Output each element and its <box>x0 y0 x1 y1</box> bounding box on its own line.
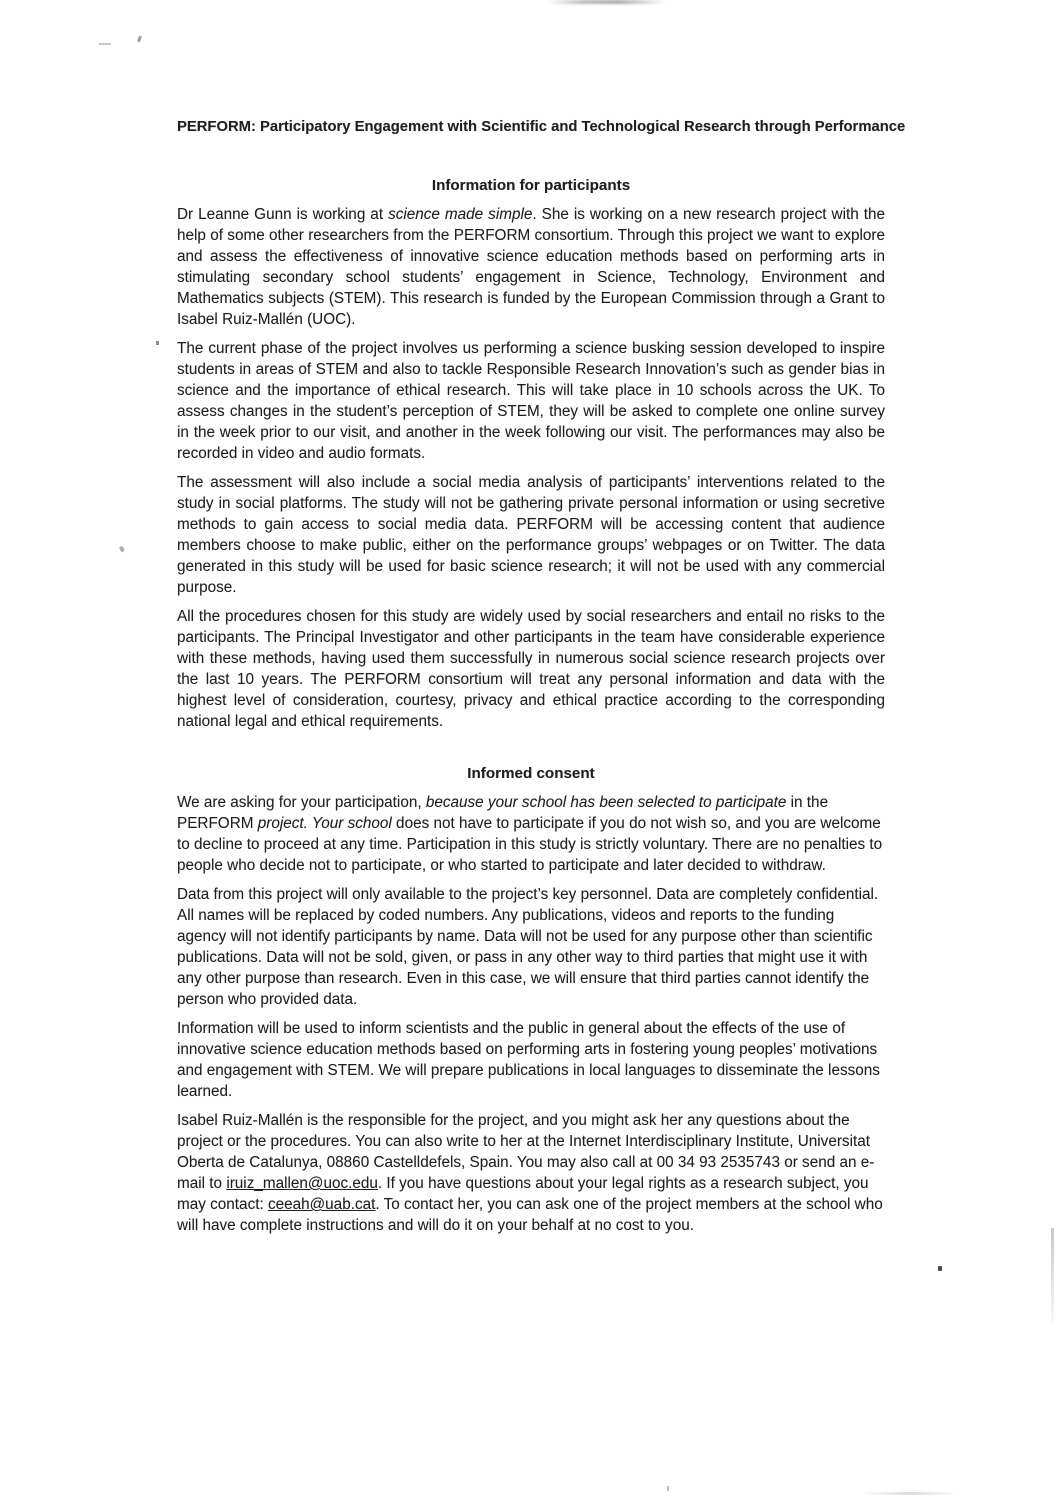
text-segment: We are asking for your participation, <box>177 794 426 811</box>
scan-artifact-dot <box>137 36 142 43</box>
scan-artifact-mark <box>119 545 125 552</box>
paragraph-information-use <box>177 1018 885 1102</box>
document-title: PERFORM: Participatory Engagement with Scientific and Technological Research through Performance <box>177 119 906 135</box>
italic-text: project. Your school <box>257 815 392 832</box>
scan-artifact-dot <box>667 1486 669 1491</box>
section-heading-informed-consent: Informed consent <box>467 765 595 782</box>
scan-artifact-dot <box>156 341 159 345</box>
text-segment: The assessment will also include a social media analysis of participants’ interventions related to the study in social platforms. The study will not be gathering private personal information or using secretive methods to gain access to social media data. PERFORM will be accessing content that audience members choose to make public, either on the performance groups’ webpages or on Twitter. The data generated in this study will be used for basic science research; it will not be used with any commercial purpose. <box>177 474 885 596</box>
scan-artifact-bottom-smudge <box>862 1492 958 1495</box>
scan-artifact-dash <box>99 43 111 45</box>
text-segment: does not have to participate if you do not wish so, and you are welcome to decline to proceed at any time. Participation in this study is strictly voluntary. There are no penalties to people who decide not to participate, or who started to participate and later decided to withdraw. <box>177 815 883 874</box>
paragraph-social-media-analysis <box>177 472 885 598</box>
email-link[interactable]: iruiz_mallen@uoc.edu <box>226 1175 378 1192</box>
paragraph-contact-details <box>177 1110 885 1236</box>
paragraph-participation-voluntary <box>177 792 885 876</box>
text-segment: . She is working on a new research project with the help of some other researchers from the PERFORM consortium. Through this project we want to explore and assess the effectiveness of innovative science education methods based on performing arts in stimulating secondary school students’ engagement in Science, Technology, Environment and Mathematics subjects (STEM). This research is funded by the European Commission through a Grant to Isabel Ruiz-Mallén (UOC). <box>177 206 885 328</box>
scan-artifact-edge-line <box>1051 1228 1054 1324</box>
italic-text: because your school has been selected to participate <box>425 794 787 811</box>
paragraph-current-phase <box>177 338 885 464</box>
text-segment: Information will be used to inform scientists and the public in general about the effects of the use of innovative science education methods based on performing arts in fostering young peoples’ motivations and engagement with STEM. We will prepare publications in local languages to disseminate the lessons learned. <box>177 1020 880 1100</box>
text-segment: The current phase of the project involves us performing a science busking session developed to inspire students in areas of STEM and also to tackle Responsible Research Innovation’s such as gender bias in science and the importance of ethical research. This will take place in 10 schools across the UK. To assess changes in the student’s perception of STEM, they will be asked to complete one online survey in the week prior to our visit, and another in the week following our visit. The performances may also be recorded in video and audio formats. <box>177 340 885 462</box>
text-segment: . If you have questions about your legal rights as a research subject, you may contact: <box>177 1175 869 1213</box>
text-segment: Isabel Ruiz-Mallén is the responsible for the project, and you might ask her any questions about the project or the procedures. You can also write to her at the Internet Interdisciplinary Institute, Universitat Oberta de Catalunya, 08860 Castelldefels, Spain. You may also call at 00 34 93 2535743 or send an e-mail to <box>177 1112 875 1192</box>
paragraph-procedures-risks <box>177 606 885 732</box>
text-segment: Dr Leanne Gunn is working at <box>177 206 389 223</box>
scan-artifact-speck <box>938 1266 942 1271</box>
italic-text: science made simple <box>388 206 533 223</box>
text-segment: All the procedures chosen for this study are widely used by social researchers and entail no risks to the participants. The Principal Investigator and other participants in the team have considerable experience with these methods, having used them successfully in numerous social science research projects over the last 10 years. The PERFORM consortium will treat any personal information and data with the highest level of consideration, courtesy, privacy and ethical practice according to the corresponding national legal and ethical requirements. <box>177 608 885 730</box>
email-link[interactable]: ceeah@uab.cat <box>267 1196 376 1213</box>
paragraph-project-intro <box>177 204 885 330</box>
scan-artifact-top-smudge <box>548 0 666 4</box>
text-segment: in the PERFORM <box>177 794 829 832</box>
section-heading-information-for-participants: Information for participants <box>431 177 631 194</box>
text-segment: Data from this project will only available to the project’s key personnel. Data are completely confidential. All names will be replaced by coded numbers. Any publications, videos and reports to the funding agency will not identify participants by name. Data will not be used for any purpose other than scientific publications. Data will not be sold, given, or pass in any other way to third parties that might use it with any other purpose than research. Even in this case, we will ensure that third parties cannot identify the person who provided data. <box>177 886 879 1008</box>
paragraph-data-confidentiality <box>177 884 885 1010</box>
document-content <box>177 117 906 1236</box>
text-segment: . To contact her, you can ask one of the project members at the school who will have complete instructions and will do it on your behalf at no cost to you. <box>177 1196 883 1234</box>
